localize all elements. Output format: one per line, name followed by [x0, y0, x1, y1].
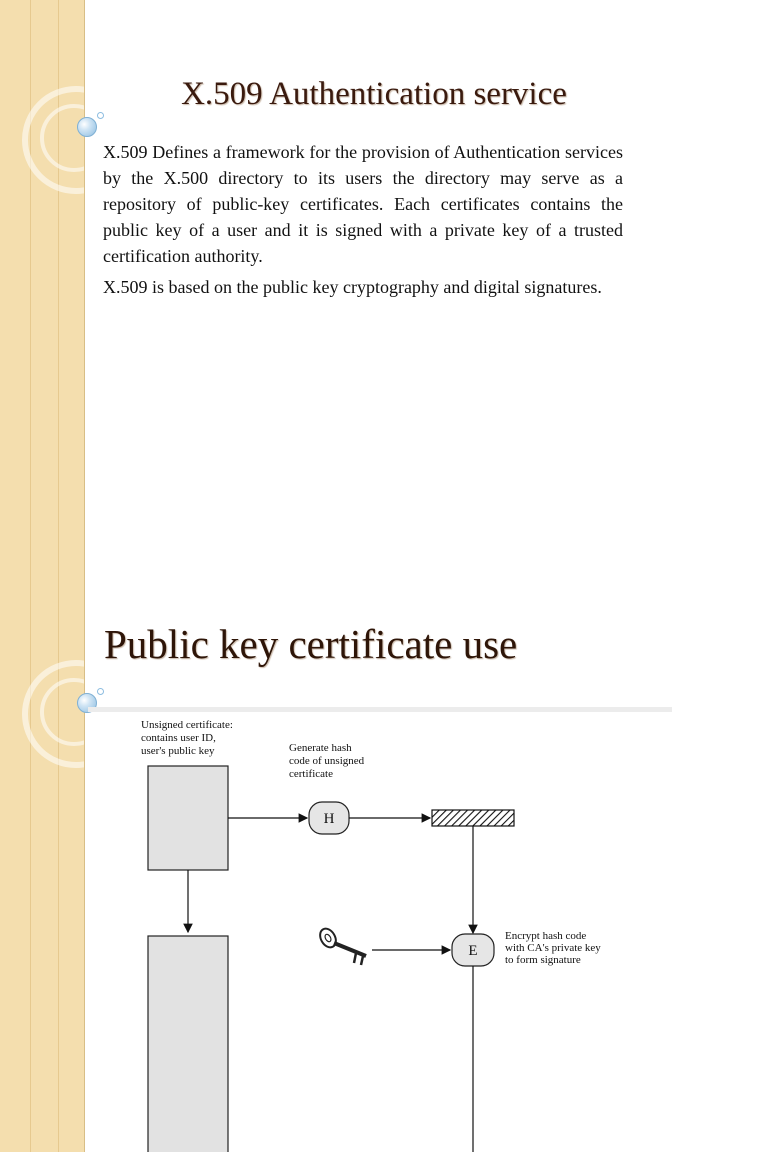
- unsigned-certificate-box: [148, 766, 228, 870]
- hash-code-block: [432, 810, 514, 826]
- unsigned-cert-label-2: contains user ID,: [141, 732, 216, 744]
- hash-node-letter: H: [323, 811, 335, 827]
- private-key-icon: [317, 926, 366, 965]
- slide-title: Public key certificate use: [104, 621, 518, 667]
- bullet-circle-icon: [77, 117, 97, 137]
- paragraph-2: X.509 is based on the public key cryptography and digital signatures.: [103, 277, 602, 297]
- unsigned-cert-label-1: Unsigned certificate:: [141, 719, 233, 731]
- encrypt-label-3: to form signature: [505, 954, 581, 966]
- bullet-dot-icon: [97, 688, 104, 695]
- body-text: [103, 139, 623, 305]
- encrypt-label-2: with CA's private key: [505, 942, 601, 954]
- diagram-svg: [84, 712, 768, 1152]
- signed-certificate-box: [148, 936, 228, 1152]
- slide-2: [0, 576, 768, 1152]
- unsigned-cert-label-3: user's public key: [141, 745, 215, 757]
- encrypt-label-1: Encrypt hash code: [505, 930, 587, 942]
- encrypt-node-letter: E: [468, 943, 478, 959]
- paragraph-1: X.509 Defines a framework for the provision of Authentication services by the X.500 directory to its users the directory may serve as a repository of public-key certificates. Each certificates contains the public key of a user and it is signed with a private key of a trusted certification authority.: [103, 142, 623, 266]
- hash-label-2: code of unsigned: [289, 755, 365, 767]
- hash-label-3: certificate: [289, 768, 333, 780]
- sidebar-decoration: [0, 0, 85, 576]
- certificate-diagram: [84, 712, 768, 1152]
- sidebar-decoration: [0, 576, 85, 1152]
- hash-label-1: Generate hash: [289, 742, 352, 754]
- bullet-dot-icon: [97, 112, 104, 119]
- slide-title: X.509 Authentication service: [181, 76, 567, 112]
